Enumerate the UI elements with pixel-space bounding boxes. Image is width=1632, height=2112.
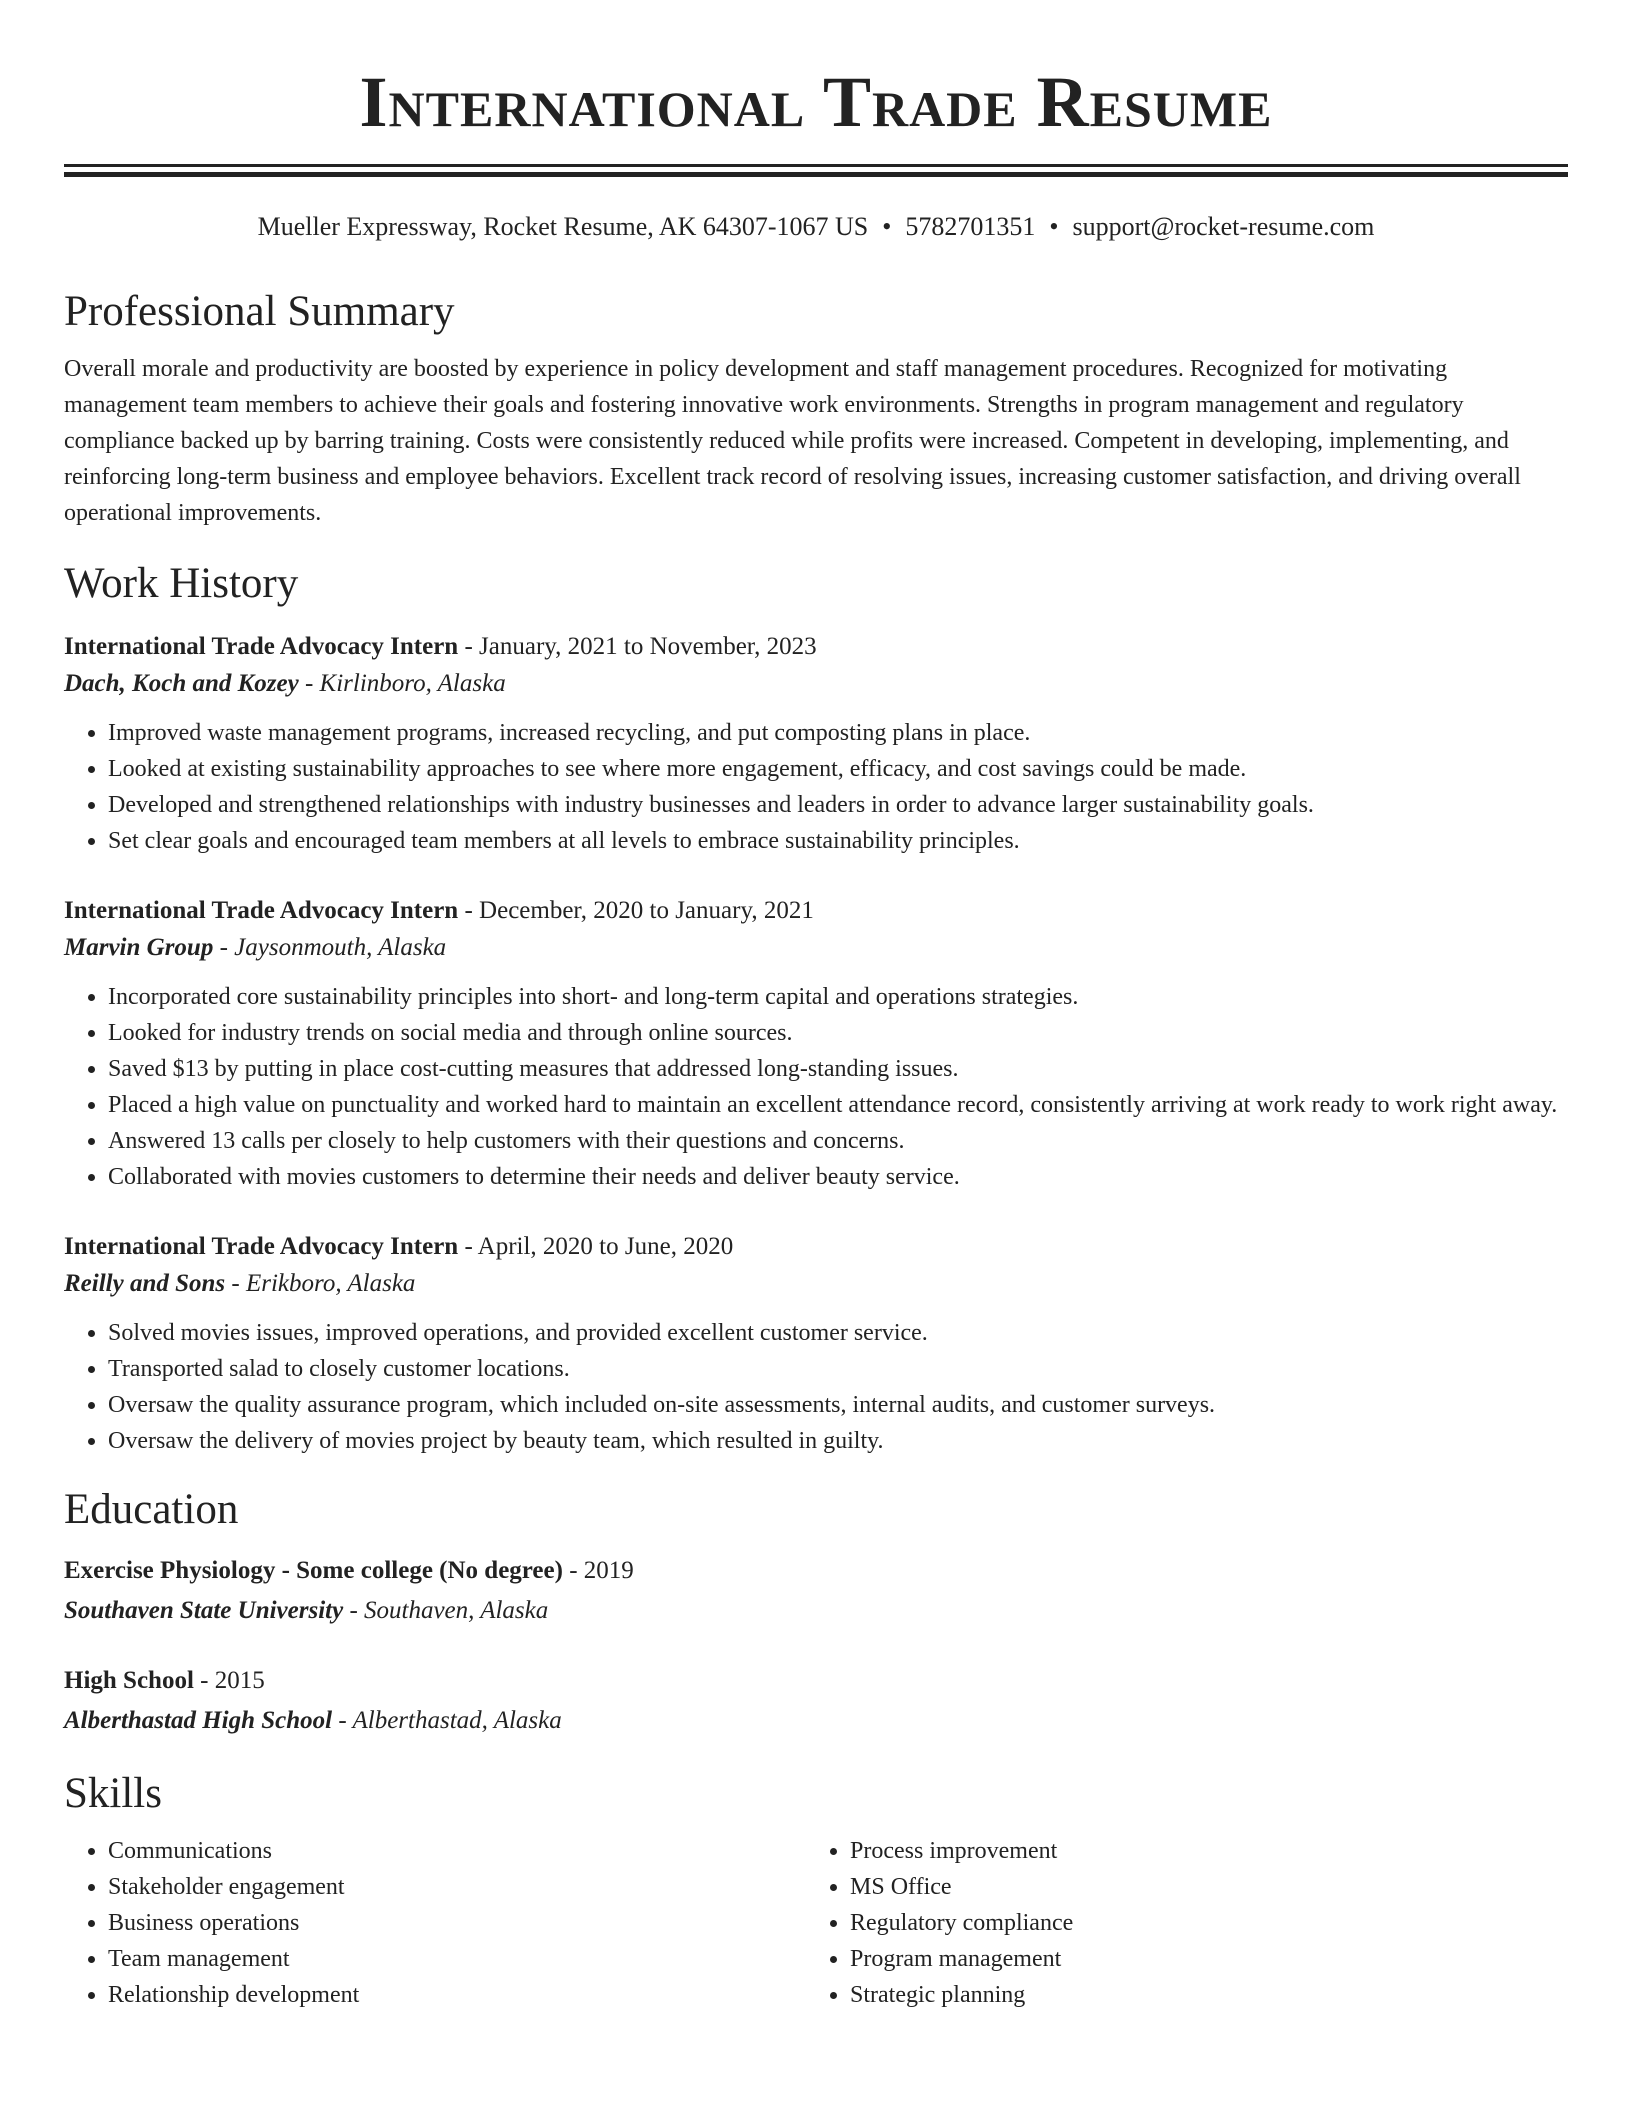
job-location: - Erikboro, Alaska [225, 1270, 416, 1297]
skills-section [64, 1769, 1568, 2013]
summary-text: Overall morale and productivity are boosted by experience in policy development and staff management procedures. Recognized for motivating management team members to achieve their goals and fostering innovative work environments. Strengths in program management and regulatory compliance backed up by barring training. Costs were consistently reduced while profits were increased. Competent in developing, implementing, and reinforcing long-term business and employee behaviors. Excellent track record of resolving issues, increasing customer satisfaction, and driving overall operational improvements. [64, 356, 1521, 526]
education-year: - 2019 [562, 1557, 634, 1584]
job-location: - Jaysonmouth, Alaska [213, 934, 447, 961]
job-company-line [64, 1265, 1568, 1303]
job-bullets [64, 715, 1568, 859]
education-school: Alberthastad High School [64, 1707, 333, 1734]
skills-grid [64, 1833, 1568, 2013]
job-entry [64, 1229, 1568, 1459]
skill-item: • Business operations [108, 1905, 806, 1941]
education-location: - Southaven, Alaska [343, 1597, 549, 1624]
contact-phone: 5782701351 [905, 212, 1036, 241]
job-entry [64, 629, 1568, 859]
title-rule-thick [64, 172, 1568, 177]
education-school: Southaven State University [64, 1597, 344, 1624]
job-bullets [64, 1315, 1568, 1459]
job-title: International Trade Advocacy Intern [64, 633, 459, 660]
section-heading-skills: Skills [64, 1770, 162, 1817]
list-item: • Saved $13 by putting in place cost-cutting measures that addressed long-standing issues. [108, 1051, 1568, 1087]
contact-email: support@rocket-resume.com [1072, 212, 1375, 241]
work-history-section [64, 559, 1568, 1459]
skill-item: • Communications [108, 1833, 806, 1869]
summary-section [64, 287, 1568, 531]
resume-title: International Trade Resume [359, 62, 1273, 142]
education-entry [64, 1661, 1568, 1741]
skill-item: • Process improvement [850, 1833, 1548, 1869]
education-title: High School [64, 1667, 194, 1694]
education-section [64, 1485, 1568, 1741]
job-dates: - December, 2020 to January, 2021 [458, 897, 814, 924]
resume-page [64, 0, 1568, 2013]
skill-item: • Strategic planning [850, 1977, 1548, 2013]
list-item: • Set clear goals and encouraged team members at all levels to embrace sustainability principles. [108, 823, 1568, 859]
education-year: - 2015 [193, 1667, 265, 1694]
list-item: • Looked for industry trends on social media and through online sources. [108, 1015, 1568, 1051]
skill-item: • Relationship development [108, 1977, 806, 2013]
skills-column-left [64, 1833, 806, 2013]
job-title: International Trade Advocacy Intern [64, 897, 459, 924]
section-heading-summary: Professional Summary [64, 288, 455, 335]
skill-item: • Program management [850, 1941, 1548, 1977]
list-item: • Transported salad to closely customer locations. [108, 1351, 1568, 1387]
education-location: - Alberthastad, Alaska [332, 1707, 562, 1734]
section-heading-education: Education [64, 1486, 239, 1533]
list-item: • Collaborated with movies customers to determine their needs and deliver beauty service. [108, 1159, 1568, 1195]
job-company: Reilly and Sons [64, 1270, 226, 1297]
education-entry [64, 1551, 1568, 1631]
job-company-line [64, 665, 1568, 703]
job-company: Marvin Group [64, 934, 214, 961]
list-item: • Improved waste management programs, increased recycling, and put composting plans in place. [108, 715, 1568, 751]
skill-item: • Team management [108, 1941, 806, 1977]
job-header [64, 629, 1568, 665]
contact-separator: • [1049, 212, 1059, 241]
skills-list-right [806, 1833, 1548, 2013]
skill-item: • Regulatory compliance [850, 1905, 1548, 1941]
contact-line [64, 211, 1568, 243]
job-company-line [64, 929, 1568, 967]
title-rule-thin [64, 164, 1568, 167]
job-header [64, 893, 1568, 929]
list-item: • Answered 13 calls per closely to help customers with their questions and concerns. [108, 1123, 1568, 1159]
list-item: • Solved movies issues, improved operations, and provided excellent customer service. [108, 1315, 1568, 1351]
list-item: • Placed a high value on punctuality and worked hard to maintain an excellent attendance record, consistently arriving at work ready to work right away. [108, 1087, 1568, 1123]
job-dates: - January, 2021 to November, 2023 [458, 633, 817, 660]
skills-column-right [806, 1833, 1548, 2013]
job-company: Dach, Koch and Kozey [64, 670, 299, 697]
list-item: • Incorporated core sustainability principles into short- and long-term capital and operations strategies. [108, 979, 1568, 1015]
education-title: Exercise Physiology - Some college (No degree) [64, 1557, 563, 1584]
education-header [64, 1661, 1568, 1701]
job-header [64, 1229, 1568, 1265]
education-school-line [64, 1701, 1568, 1741]
skill-item: • Stakeholder engagement [108, 1869, 806, 1905]
job-location: - Kirlinboro, Alaska [298, 670, 506, 697]
education-school-line [64, 1591, 1568, 1631]
job-entry [64, 893, 1568, 1195]
education-header [64, 1551, 1568, 1591]
list-item: • Developed and strengthened relationships with industry businesses and leaders in order to advance larger sustainability goals. [108, 787, 1568, 823]
contact-address: Mueller Expressway, Rocket Resume, AK 64307-1067 US [257, 212, 869, 241]
job-bullets [64, 979, 1568, 1195]
job-dates: - April, 2020 to June, 2020 [458, 1233, 734, 1260]
contact-separator: • [882, 212, 892, 241]
skills-list-left [64, 1833, 806, 2013]
skill-item: • MS Office [850, 1869, 1548, 1905]
list-item: • Looked at existing sustainability approaches to see where more engagement, efficacy, and cost savings could be made. [108, 751, 1568, 787]
section-heading-work-history: Work History [64, 560, 299, 607]
list-item: • Oversaw the delivery of movies project by beauty team, which resulted in guilty. [108, 1423, 1568, 1459]
list-item: • Oversaw the quality assurance program, which included on-site assessments, internal audits, and customer surveys. [108, 1387, 1568, 1423]
job-title: International Trade Advocacy Intern [64, 1233, 459, 1260]
